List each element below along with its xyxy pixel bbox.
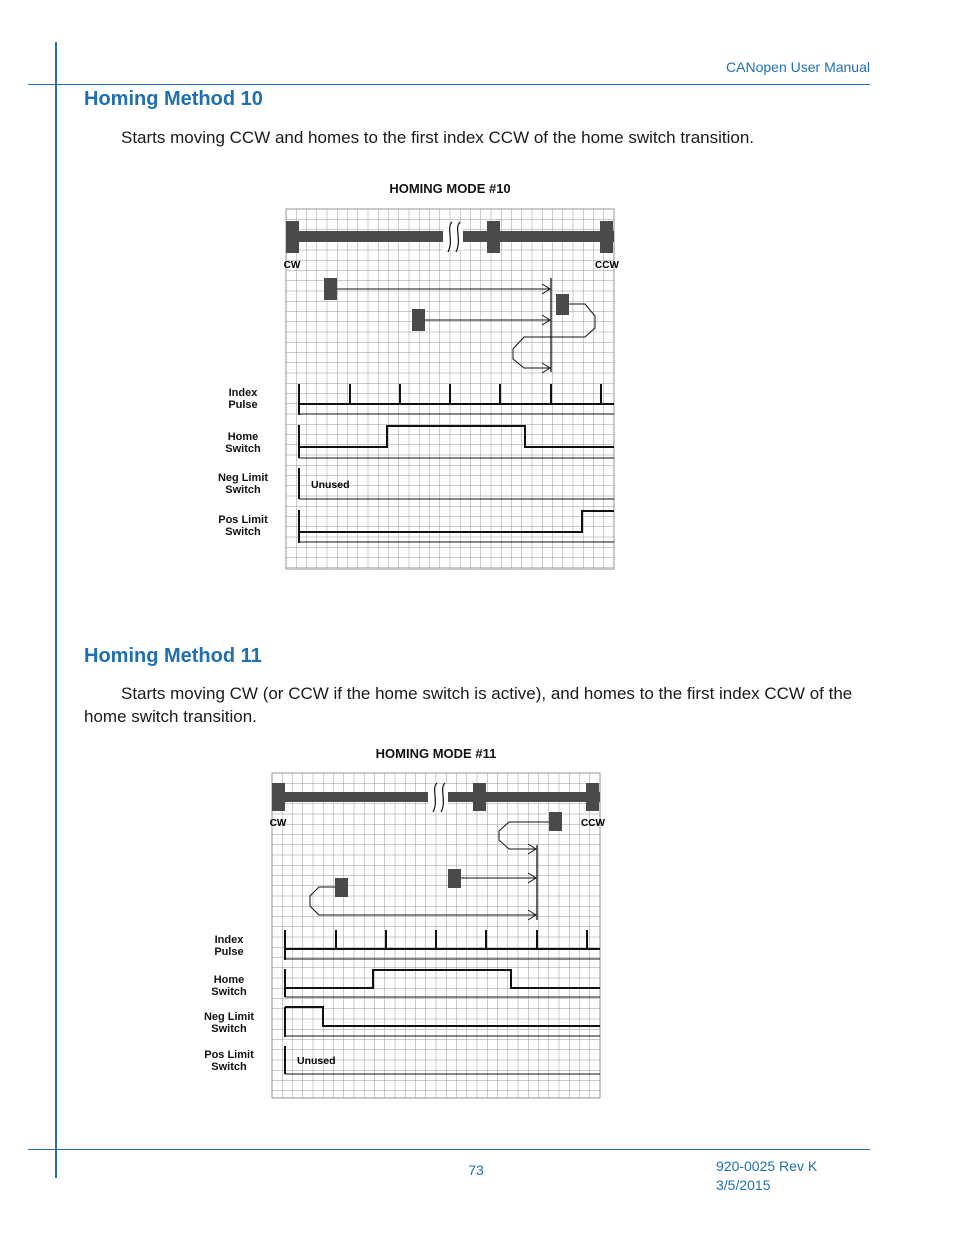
cw-label: CW xyxy=(283,260,301,271)
signal-label-pos-limit: Pos Limit Switch xyxy=(204,1049,254,1073)
section-heading-method-11: Homing Method 11 xyxy=(84,645,262,667)
ccw-label: CCW xyxy=(581,818,605,829)
signal-label-home-switch: Home Switch xyxy=(211,974,247,998)
start-position-block xyxy=(556,294,569,315)
index-pulse-trace xyxy=(285,930,600,960)
start-position-block xyxy=(324,278,337,300)
section-heading-method-10: Homing Method 10 xyxy=(84,88,263,110)
home-block xyxy=(473,783,486,811)
neg-limit-unused-note: Unused xyxy=(311,479,350,491)
footer-doc-number: 920-0025 Rev K xyxy=(716,1158,818,1174)
signal-label-index-pulse: Index Pulse xyxy=(214,934,244,958)
home-block xyxy=(487,221,500,253)
start-position-block xyxy=(335,878,348,897)
footer-rule xyxy=(28,1149,870,1150)
index-pulse-trace xyxy=(299,384,614,415)
start-position-block xyxy=(448,869,461,888)
neg-limit-trace xyxy=(285,1007,600,1037)
cw-limit-block xyxy=(286,221,299,253)
header-manual-title: CANopen User Manual xyxy=(726,59,870,75)
home-switch-trace xyxy=(299,425,614,458)
section-description-method-11: Starts moving CW (or CCW if the home switch is active), and homes to the first index CCW of the home switch transition. xyxy=(84,684,853,726)
footer-date: 3/5/2015 xyxy=(716,1177,771,1193)
signal-label-index-pulse: Index Pulse xyxy=(228,387,258,411)
diagram-title-mode-10: HOMING MODE #10 xyxy=(389,181,511,196)
page-number: 73 xyxy=(468,1162,484,1178)
signal-label-home-switch: Home Switch xyxy=(225,431,261,455)
signal-label-neg-limit: Neg Limit Switch xyxy=(203,1011,255,1035)
signal-label-neg-limit: Neg Limit Switch xyxy=(217,472,269,496)
travel-bar-break xyxy=(428,784,448,810)
start-position-block xyxy=(549,812,562,831)
diagram-title-mode-11: HOMING MODE #11 xyxy=(375,746,497,761)
cw-limit-block xyxy=(272,783,285,811)
travel-bar-break xyxy=(443,224,463,250)
homing-diagram-mode-11 xyxy=(266,770,606,1102)
neg-limit-trace xyxy=(299,468,614,499)
header-rule xyxy=(28,84,870,85)
signal-label-pos-limit: Pos Limit Switch xyxy=(218,514,268,538)
reversal-path xyxy=(513,304,595,368)
homing-diagram-mode-10 xyxy=(280,206,620,572)
section-description-method-10: Starts moving CCW and homes to the first index CCW of the home switch transition. xyxy=(121,128,755,147)
ccw-limit-block xyxy=(586,783,599,811)
ccw-limit-block xyxy=(600,221,613,253)
pos-limit-unused-note: Unused xyxy=(297,1055,336,1067)
cw-label: CW xyxy=(269,818,287,829)
home-switch-trace xyxy=(285,969,600,997)
left-margin-rule xyxy=(55,42,57,1178)
ccw-label: CCW xyxy=(595,260,619,271)
start-position-block xyxy=(412,309,425,331)
